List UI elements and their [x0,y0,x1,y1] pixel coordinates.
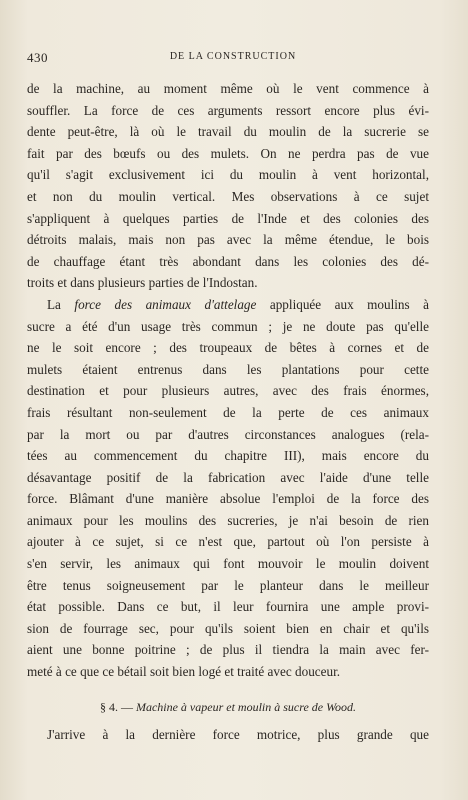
page-number: 430 [27,50,48,65]
text-line: sion de fourrage sec, pour qu'ils soient bien en chair et qu'ils [27,620,429,636]
section-title: Machine à vapeur et moulin à sucre de Wood. [135,699,357,714]
text-segment: appliquée aux moulins à [256,296,429,312]
running-title: DE LA CONSTRUCTION [169,51,297,62]
paragraph-3 [27,724,429,746]
text-line: animaux pour les moulins des sucreries, je n'ai besoin de rien [27,512,429,528]
text-line: de la machine, au moment même où le vent commence à [27,81,429,96]
paragraph-1 [27,78,429,294]
text-line: désavantage positif de la fabrication avec l'aide d'une telle [27,469,429,485]
text-line: fait par des bœufs ou des mulets. On ne perdra pas de vue [27,145,429,161]
text-line: s'appliquent à quelques parties de l'Inde et des colonies des [27,210,429,226]
text-line: et non du moulin vertical. Mes observations à ce sujet [27,188,429,204]
text-line: souffler. La force de ces arguments ressort encore plus évi- [27,102,429,118]
text-line: frais résultant non-seulement de la perte de ces animaux [27,404,429,420]
page-body [27,78,429,746]
text-line: mulets étaient entrenus dans les plantations pour cette [27,361,429,377]
section-number: § 4. — [99,699,136,714]
paragraph-2 [27,294,429,683]
page-header [27,50,439,68]
text-line: meté à ce que ce bétail soit bien logé et traité avec douceur. [27,664,341,680]
text-line: être tenus soigneusement par le planteur dans le meilleur [27,577,429,593]
text-line: destination et pour plusieurs autres, avec des frais énormes, [27,383,429,399]
text-line: qu'il s'agit exclusivement ici du moulin à vent horizontal, [27,167,429,183]
text-line: détroits malais, mais non pas avec la même étendue, le bois [27,232,429,248]
text-line: de chauffage étant très abondant dans les colonies des dé- [27,253,429,269]
text-line: état possible. Dans ce but, il leur fournira une ample provi- [27,599,429,615]
text-line: troits et dans plusieurs parties de l'Indostan. [27,275,258,291]
section-heading [27,697,429,719]
text-line: tées au commencement du chapitre III), mais encore du [27,448,429,464]
text-segment: La [47,296,75,312]
italic-term: force des animaux d'attelage [74,296,257,312]
text-line: s'en servir, les animaux qui font mouvoir le moulin doivent [27,556,429,572]
text-line: par la mort ou par d'autres circonstances analogues (rela- [27,426,429,442]
text-line: aient une bonne poitrine ; de plus il tiendra la main avec fer- [27,642,429,658]
text-line: J'arrive à la dernière force motrice, plus grande que [47,727,429,743]
text-line-first [27,294,429,316]
text-line: ajouter à ce sujet, si ce n'est que, partout où l'on persiste à [27,534,429,550]
text-line: dente peut-être, là où le travail du moulin de la sucrerie se [27,124,429,140]
text-line: ne le soit encore ; des troupeaux de bêtes à cornes et de [27,340,429,356]
text-line: sucre a été d'un usage très commun ; je ne doute pas qu'elle [27,318,429,334]
text-line: force. Blâmant d'une manière absolue l'emploi de la force des [27,491,429,507]
